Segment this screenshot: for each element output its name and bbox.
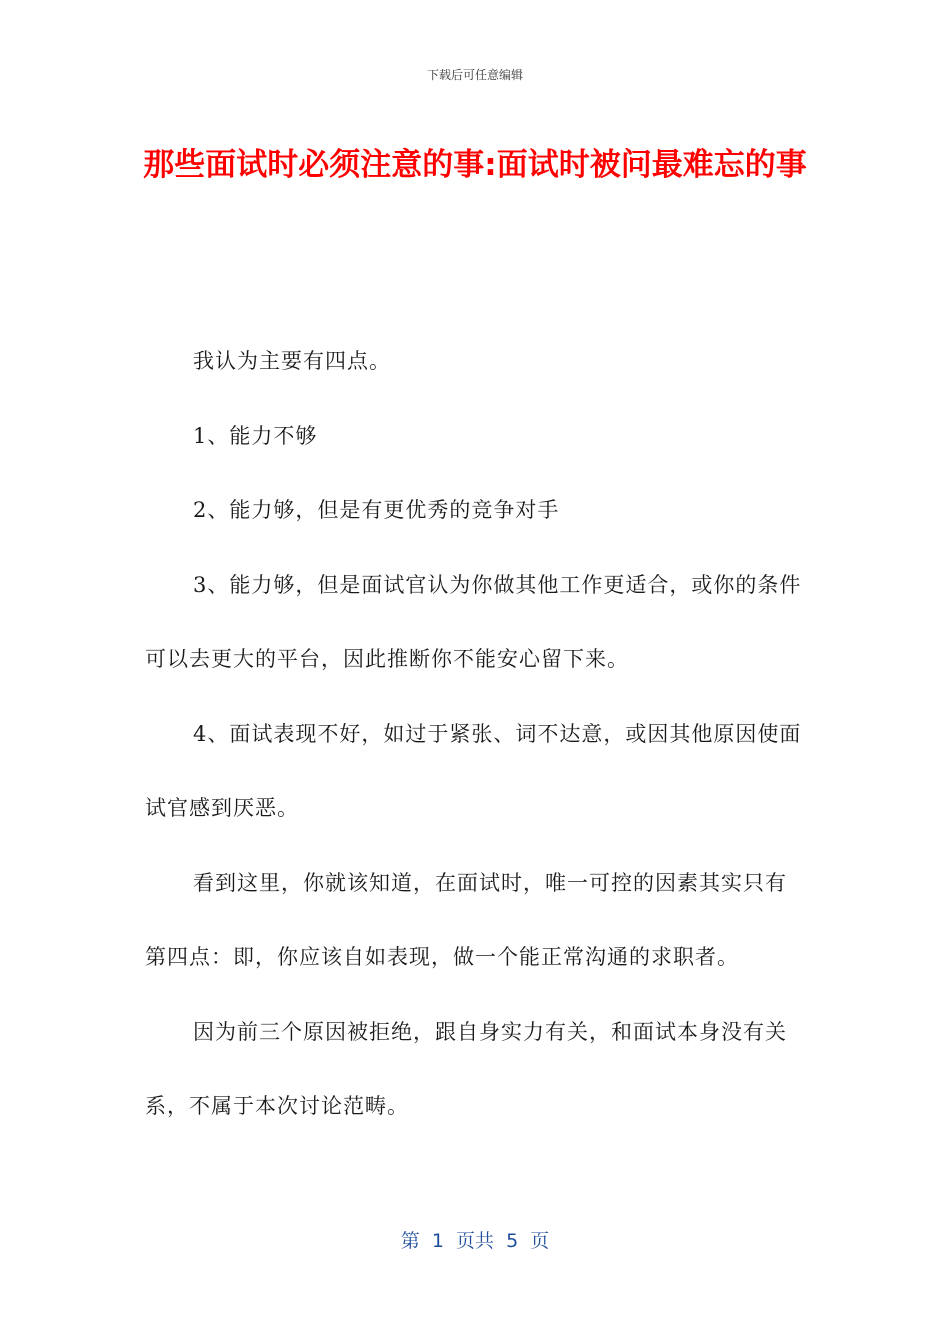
paragraph: 因为前三个原因被拒绝，跟自身实力有关，和面试本身没有关系，不属于本次讨论范畴。 — [145, 1019, 787, 1118]
document-title: 那些面试时必须注意的事:面试时被问最难忘的事 — [143, 147, 807, 183]
paragraph: 3、能力够，但是面试官认为你做其他工作更适合，或你的条件可以去更大的平台，因此推断你不能安心留下来。 — [145, 572, 802, 671]
document-body — [145, 324, 805, 1144]
paragraph: 我认为主要有四点。 — [193, 349, 391, 373]
paragraph: 2、能力够，但是有更优秀的竞争对手 — [193, 498, 560, 522]
page-footer: 第 1 页共 5 页 — [400, 1230, 550, 1252]
paragraph: 看到这里，你就该知道，在面试时，唯一可控的因素其实只有第四点：即，你应该自如表现，做一个能正常沟通的求职者。 — [145, 870, 787, 969]
header-note: 下载后可任意编辑 — [426, 68, 523, 82]
paragraph: 1、能力不够 — [193, 423, 318, 448]
paragraph: 4、面试表现不好，如过于紧张、词不达意，或因其他原因使面试官感到厌恶。 — [145, 721, 802, 820]
